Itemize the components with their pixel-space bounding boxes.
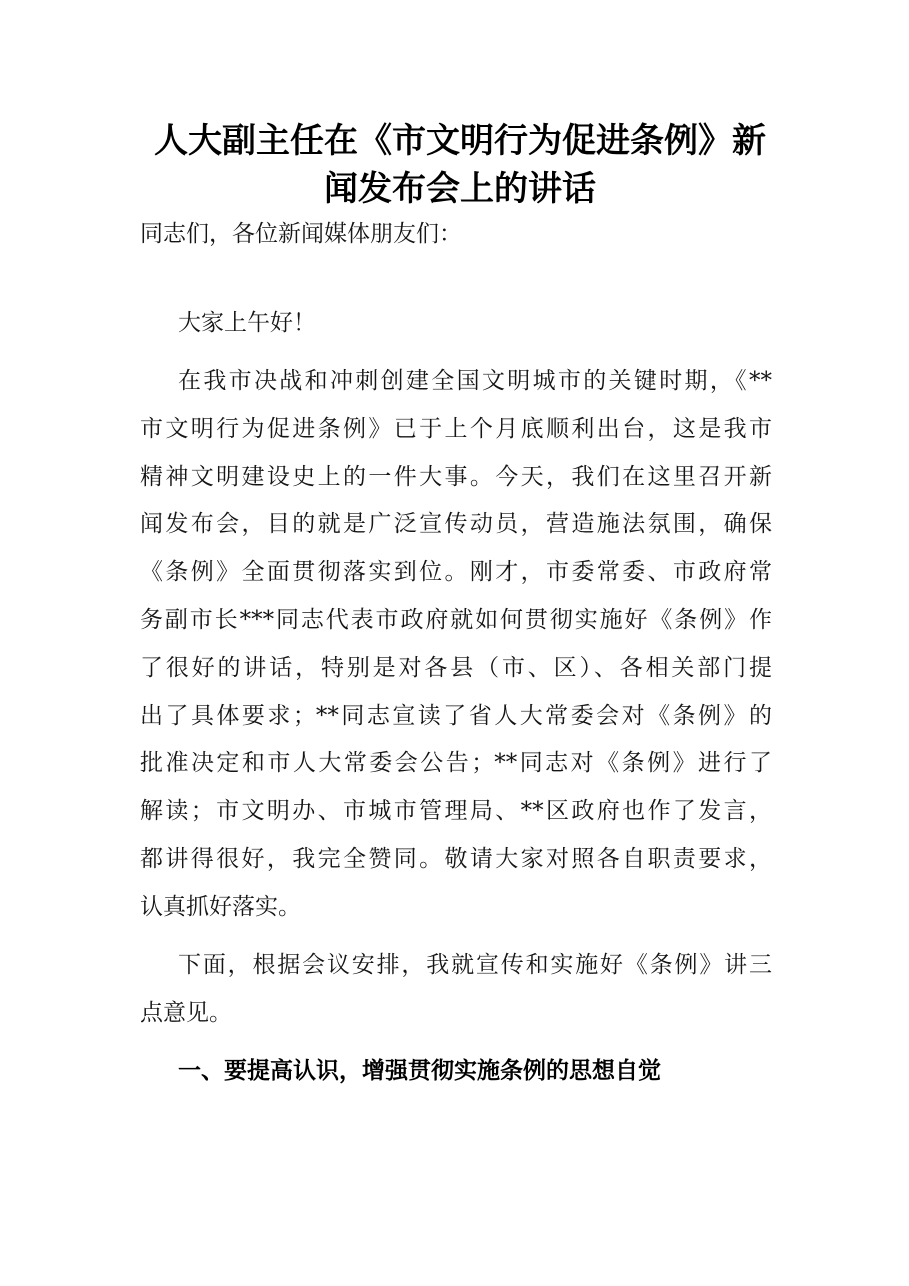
paragraph-2-line: 点意见。	[140, 1000, 232, 1026]
paragraph-1-line: 了很好的讲话，特别是对各县（市、区）、各相关部门提	[140, 655, 772, 681]
paragraph-1-line: 《条例》全面贯彻落实到位。刚才，市委常委、市政府常	[140, 559, 772, 585]
paragraph-1-line: 在我市决战和冲刺创建全国文明城市的关键时期，《**	[178, 368, 772, 394]
paragraph-2-line: 下面，根据会议安排，我就宣传和实施好《条例》讲三	[178, 952, 772, 978]
section-heading: 一、要提高认识，增强贯彻实施条例的思想自觉	[178, 1057, 661, 1084]
paragraph-1-line: 出了具体要求；**同志宣读了省人大常委会对《条例》的	[140, 703, 772, 729]
document-title-line-2: 闻发布会上的讲话	[324, 169, 596, 209]
paragraph-1-line: 精神文明建设史上的一件大事。今天，我们在这里召开新	[140, 464, 772, 490]
salutation: 同志们，各位新闻媒体朋友们：	[140, 221, 462, 247]
paragraph-1-line: 务副市长***同志代表市政府就如何贯彻实施好《条例》作	[140, 607, 772, 633]
greeting: 大家上午好！	[178, 310, 316, 336]
paragraph-1-line: 批准决定和市人大常委会公告；**同志对《条例》进行了	[140, 750, 772, 776]
paragraph-1-line: 认真抓好落实。	[140, 894, 301, 920]
paragraph-1-line: 都讲得很好，我完全赞同。敬请大家对照各自职责要求，	[140, 846, 772, 872]
paragraph-1-line: 解读；市文明办、市城市管理局、**区政府也作了发言，	[140, 798, 772, 824]
document-title-line-1: 人大副主任在《市文明行为促进条例》新	[154, 121, 766, 161]
paragraph-1-line: 闻发布会，目的就是广泛宣传动员，营造施法氛围，确保	[140, 511, 772, 537]
paragraph-1-line: 市文明行为促进条例》已于上个月底顺利出台，这是我市	[140, 416, 772, 442]
